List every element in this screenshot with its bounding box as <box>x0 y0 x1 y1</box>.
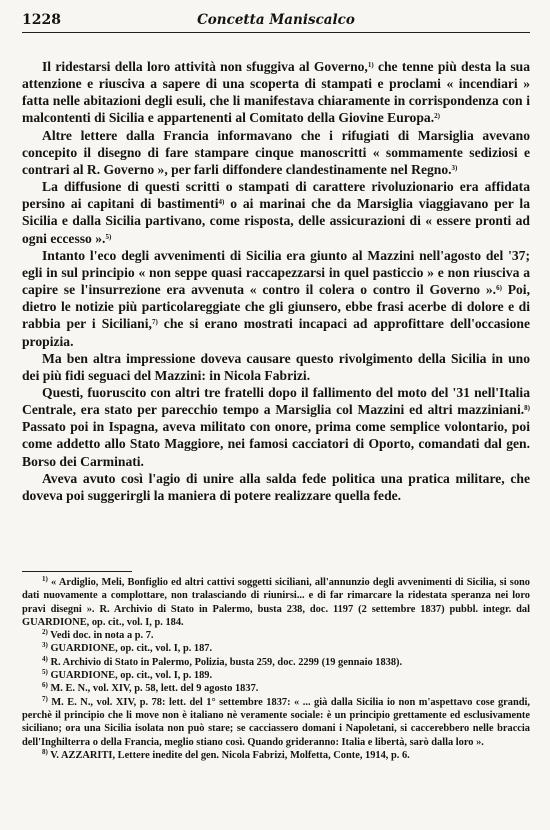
footnote-mark: 7) <box>42 694 48 703</box>
footnote-ref: 6) <box>496 284 502 293</box>
footnote-mark: 4) <box>42 654 48 663</box>
footnote: $^{8)}$ V. AZZARITI, Lettere inedite del gen. Nicola Fabrizi, Molfetta, Conte, 1914, p. 6. <box>42 747 410 761</box>
footnote: $^{1)}$ « Ardiglio, Meli, Bonfiglio ed altri cattivi soggetti siciliani, all'annunzio degli avvenimenti di Sicilia, si sono dati nuovamente a complottare, non tralasciando di riunirsi... e di far rimarcare la ridestata speranza nei loro pravi disegni ». R. Archivio di Stato in Palermo, busta 238, doc. 1197 (2 settembre 1837) pubbl. integr. dal GUARDIONE, op. cit., vol. I, p. 184. <box>22 575 530 628</box>
body-text <box>22 58 530 504</box>
footnote-mark: 1) <box>42 575 48 583</box>
footnote-mark: 8) <box>42 747 48 756</box>
footnote-ref: 1) <box>367 61 374 69</box>
footnote: $^{6)}$ M. E. N., vol. XIV, p. 58, lett. del 9 agosto 1837. <box>42 681 259 695</box>
footnote: $^{4)}$ R. Archivio di Stato in Palermo, Polizia, busta 259, doc. 2299 (19 gennaio 1838). <box>42 654 403 668</box>
footnote-ref: 8) <box>524 404 530 413</box>
footnote-ref: 5) <box>105 232 112 241</box>
footnote-mark: 6) <box>42 681 48 690</box>
footnote-mark: 3) <box>42 641 48 650</box>
footnote-separator <box>22 571 132 572</box>
running-title: Concetta Maniscalco <box>197 12 355 28</box>
footnote: $^{2)}$ Vedi doc. in nota a p. 7. <box>42 628 154 642</box>
paragraph: Ma ben altra impressione doveva causare questo rivolgimento della Sicilia in uno dei più fidi seguaci del Mazzini: in Nicola Fabrizi. <box>22 350 530 383</box>
paragraph: Il ridestarsi della loro attività non sfuggiva al Governo,$^{1)}$ che tenne più desta la sua attenzione e riusciva a sapere di una scoperta di stampati e proclami « incendiari » fatta nelle abitazioni degli esuli, che li manifestava chiaramente in corrispondenza con i malcontenti di Sicilia e appartenenti al Comitato della Giovine Europa.$^{2)}$ <box>22 59 531 126</box>
page-number: 1228 <box>22 12 61 28</box>
footnote-mark: 5) <box>42 668 48 677</box>
paragraph: Aveva avuto così l'agio di unire alla salda fede politica una pratica militare, che doveva poi suggerirgli la maniera di potere realizzare quella fede. <box>22 470 530 503</box>
footnote-ref: 2) <box>434 112 440 121</box>
footnote-mark: 2) <box>42 628 48 637</box>
footnote-ref: 4) <box>218 198 225 207</box>
running-header <box>22 10 530 33</box>
footnote: $^{3)}$ GUARDIONE, op. cit., vol. I, p. 187. <box>42 641 213 655</box>
footnote-ref: 3) <box>451 163 458 172</box>
paragraph: Questi, fuoruscito con altri tre fratelli dopo il fallimento del moto del '31 nell'Italia Centrale, era stato per parecchio tempo a Marsiglia col Mazzini ed altri mazziniani.$^{8)}$ Passato poi in Ispagna, aveva militato con onore, prima come semplice volontario, poi come addetto allo Stato Maggiore, nei famosi cacciatori di Oporto, comandati dal gen. Borso dei Carminati. <box>22 384 530 469</box>
paragraph: La diffusione di questi scritti o stampati di carattere rivoluzionario era affidata persino ai capitani di bastimenti$^{4)}$ o ai marinai che da Marsiglia viaggiavano per la Sicilia e dalla Sicilia partivano, come risposta, delle assicurazioni di « essere pronti ad ogni eccesso ».$^{5)}$ <box>22 179 530 246</box>
footnotes <box>22 576 530 762</box>
footnote-ref: 7) <box>151 318 158 327</box>
footnote: $^{5)}$ GUARDIONE, op. cit., vol. I, p. 189. <box>42 668 213 682</box>
paragraph: Intanto l'eco degli avvenimenti di Sicilia era giunto al Mazzini nell'agosto del '37; egli in sul principio « non seppe quasi raccapezzarsi in quel pasticcio » e non riusciva a capire se l'insurrezione era avvenuta « contro il colera o contro il Governo ».$^{6)}$ Poi, dietro le notizie più particolareggiate che gli giunsero, ebbe frasi acerbe di dolore e di rabbia per i Siciliani,$^{7)}$ che si erano mostrati incapaci ad approfittare dell'occasione propizia. <box>22 247 530 349</box>
paragraph: Altre lettere dalla Francia informavano che i rifugiati di Marsiglia avevano concepito il disegno di fare stampare cinque manoscritti « sommamente sediziosi e contrari al R. Governo », per farli diffondere clandestinamente nel Regno.$^{3)}$ <box>22 127 530 177</box>
footnote: $^{7)}$ M. E. N., vol. XIV, p. 78: lett. del 1° settembre 1837: « ... già dalla Sicilia io non m'aspettavo cose grandi, perchè il principio che li move non è italiano nè veramente sociale: è un principio grettamente ed esclusivamente siciliano; ora una Sicilia isolata non può stare; se cacciassero domani i Napoletani, si caccerebbero nelle braccia dell'Inghilterra o della Francia, meglio stiano così. Quando grideranno: Italia e libertà, sarò dalla loro ». <box>22 694 530 748</box>
